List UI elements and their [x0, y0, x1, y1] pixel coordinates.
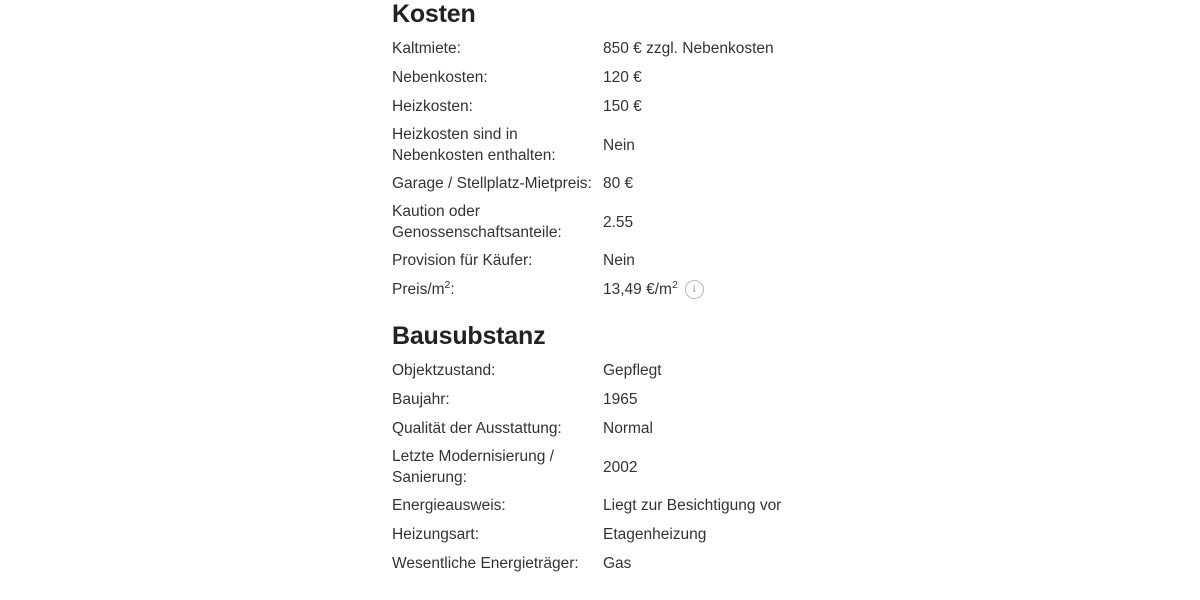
section-kosten	[392, 0, 1152, 304]
spec-label: Provision für Käufer:	[392, 252, 533, 269]
spec-row	[392, 549, 1152, 578]
spec-label: Wesentliche Energieträger:	[392, 555, 579, 572]
spec-value-text: Liegt zur Besichtigung vor	[603, 497, 782, 514]
spec-value-text: 13,49 $€/m^2$	[603, 278, 678, 298]
spec-label: Heizkosten:	[392, 98, 473, 115]
info-icon[interactable]	[685, 280, 704, 299]
spec-row	[392, 443, 1152, 491]
spec-row	[392, 275, 1152, 304]
info-icon-glyph: i	[692, 282, 696, 295]
spec-label: Heizungsart:	[392, 526, 480, 543]
spec-label: Qualität der Ausstattung:	[392, 420, 562, 437]
spec-value	[603, 360, 1152, 381]
section-title-bausubstanz: Bausubstanz	[392, 322, 546, 350]
spec-row	[392, 491, 1152, 520]
spec-value	[603, 524, 1152, 545]
spec-label: Kaution oder Genossenschaftsanteile:	[392, 203, 562, 241]
spec-label: Nebenkosten:	[392, 69, 488, 86]
spec-row	[392, 63, 1152, 92]
spec-row	[392, 169, 1152, 198]
spec-label: Preis/$m^2$:	[392, 278, 455, 298]
spec-label: Garage / Stellplatz-Mietpreis:	[392, 175, 592, 192]
spec-value	[603, 38, 1152, 59]
spec-list-bausubstanz	[392, 356, 1152, 578]
spec-value-text: 2002	[603, 458, 638, 476]
spec-value	[603, 495, 1152, 516]
spec-value-text: 150 €	[603, 98, 642, 115]
spec-value	[603, 279, 1152, 300]
spec-value	[603, 553, 1152, 574]
spec-row	[392, 92, 1152, 121]
spec-row	[392, 414, 1152, 443]
spec-value	[603, 96, 1152, 117]
section-bausubstanz	[392, 322, 1152, 578]
spec-value-text: 1965	[603, 391, 638, 408]
spec-label: Letzte Modernisierung / Sanierung:	[392, 448, 554, 486]
spec-value-text: Normal	[603, 420, 653, 437]
spec-value	[603, 457, 1152, 478]
spec-value-text: Etagenheizung	[603, 526, 707, 543]
section-title-kosten: Kosten	[392, 0, 476, 28]
spec-value	[603, 389, 1152, 410]
spec-row	[392, 356, 1152, 385]
spec-value	[603, 173, 1152, 194]
spec-value	[603, 250, 1152, 271]
spec-row	[392, 198, 1152, 246]
spec-label: Kaltmiete:	[392, 40, 461, 57]
spec-label: Heizkosten sind in Nebenkosten enthalten:	[392, 126, 556, 164]
spec-value	[603, 418, 1152, 439]
spec-value	[603, 135, 1152, 156]
spec-list-kosten	[392, 34, 1152, 304]
spec-value	[603, 67, 1152, 88]
spec-value-text: Gepflegt	[603, 362, 662, 379]
spec-value-text: 80 €	[603, 175, 634, 192]
spec-label: Energieausweis:	[392, 497, 506, 514]
spec-row	[392, 385, 1152, 414]
spec-row	[392, 520, 1152, 549]
spec-value-text: Nein	[603, 252, 635, 269]
spec-value-text: Gas	[603, 555, 632, 572]
spec-row	[392, 121, 1152, 169]
spec-value-text: 2.55	[603, 213, 634, 231]
spec-row	[392, 246, 1152, 275]
spec-value-text: Nein	[603, 136, 635, 154]
spec-label: Baujahr:	[392, 391, 450, 408]
spec-label: Objektzustand:	[392, 362, 496, 379]
spec-row	[392, 34, 1152, 63]
spec-value	[603, 212, 1152, 233]
spec-value-text: 850 € zzgl. Nebenkosten	[603, 40, 774, 57]
spec-value-text: 120 €	[603, 69, 642, 86]
